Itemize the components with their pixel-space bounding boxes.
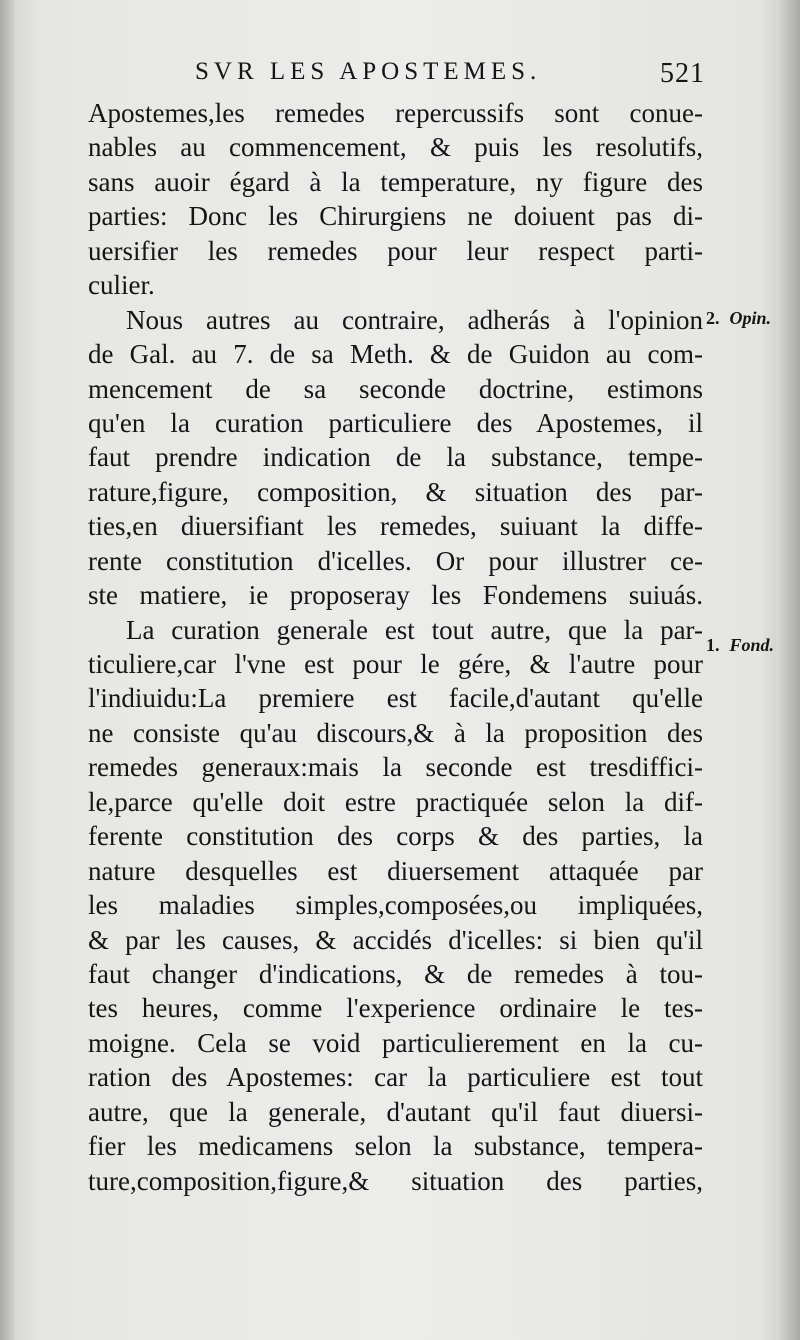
text-line: fier les medicamens selon la substance, tempera-: [88, 1131, 703, 1162]
text-line: & par les causes, & accidés d'icelles: si bien qu'il: [88, 924, 703, 955]
text-line: faut changer d'indications, & de remedes à tou-: [88, 958, 703, 989]
margin-note-label: Fond.: [729, 635, 775, 655]
text-line: faut prendre indication de la substance, tempe-: [88, 442, 703, 473]
margin-note-number: 1.: [706, 635, 720, 655]
text-line: rature,figure, composition, & situation des par-: [88, 476, 703, 507]
text-line: Nous autres au contraire, adherás à l'opinion: [126, 304, 703, 335]
margin-note-opinion: [706, 308, 771, 329]
text-line: ration des Apostemes: car la particuliere est tout: [88, 1062, 703, 1093]
text-line: les maladies simples,composées,ou impliquées,: [88, 890, 703, 921]
text-line: nables au commencement, & puis les resolutifs,: [88, 132, 703, 163]
text-line: ticuliere,car l'vne est pour le gére, & l'autre pour: [88, 649, 703, 679]
text-line: culier.: [88, 270, 155, 301]
page-number: 521: [660, 58, 705, 89]
text-line: ne consiste qu'au discours,& à la proposition des: [88, 717, 703, 748]
margin-note-label: Opin.: [729, 308, 772, 328]
text-line: ture,composition,figure,& situation des parties,: [88, 1165, 703, 1196]
text-line: Apostemes,les remedes repercussifs sont conue-: [88, 98, 703, 128]
text-line: ties,en diuersifiant les remedes, suiuant la diffe-: [88, 511, 703, 542]
running-head: [195, 58, 715, 98]
text-line: de Gal. au 7. de sa Meth. & de Guidon au com-: [88, 339, 703, 370]
text-line: La curation generale est tout autre, que la par-: [126, 614, 703, 645]
text-line: parties: Donc les Chirurgiens ne doiuent pas di-: [88, 201, 703, 232]
text-line: tes heures, comme l'experience ordinaire le tes-: [88, 993, 703, 1024]
text-line: sans auoir égard à la temperature, ny figure des: [88, 166, 703, 197]
text-line: mencement de sa seconde doctrine, estimons: [88, 373, 703, 404]
running-title: SVR LES APOSTEMES.: [195, 58, 542, 85]
text-line: ferente constitution des corps & des parties, la: [88, 821, 703, 852]
text-line: qu'en la curation particuliere des Apostemes, il: [88, 407, 703, 438]
margin-note-fondement: [706, 635, 774, 656]
text-line: rente constitution d'icelles. Or pour illustrer ce-: [88, 545, 703, 576]
margin-note-number: 2.: [706, 308, 720, 328]
text-line: moigne. Cela se void particulierement en la cu-: [88, 1027, 703, 1058]
page-gutter-shadow: [0, 0, 14, 1340]
text-line: l'indiuidu:La premiere est facile,d'autant qu'elle: [88, 683, 703, 714]
text-line: autre, que la generale, d'autant qu'il faut diuersi-: [88, 1096, 703, 1127]
page-edge-shadow: [776, 0, 800, 1340]
text-line: uersifier les remedes pour leur respect parti-: [88, 235, 703, 266]
text-line: ste matiere, ie proposeray les Fondemens suiuás.: [88, 580, 703, 611]
text-line: le,parce qu'elle doit estre practiquée selon la dif-: [88, 786, 703, 817]
body-text: [88, 96, 703, 1198]
text-line: nature desquelles est diuersement attaquée par: [88, 855, 703, 886]
text-line: remedes generaux:mais la seconde est tresdiffici-: [88, 752, 703, 783]
